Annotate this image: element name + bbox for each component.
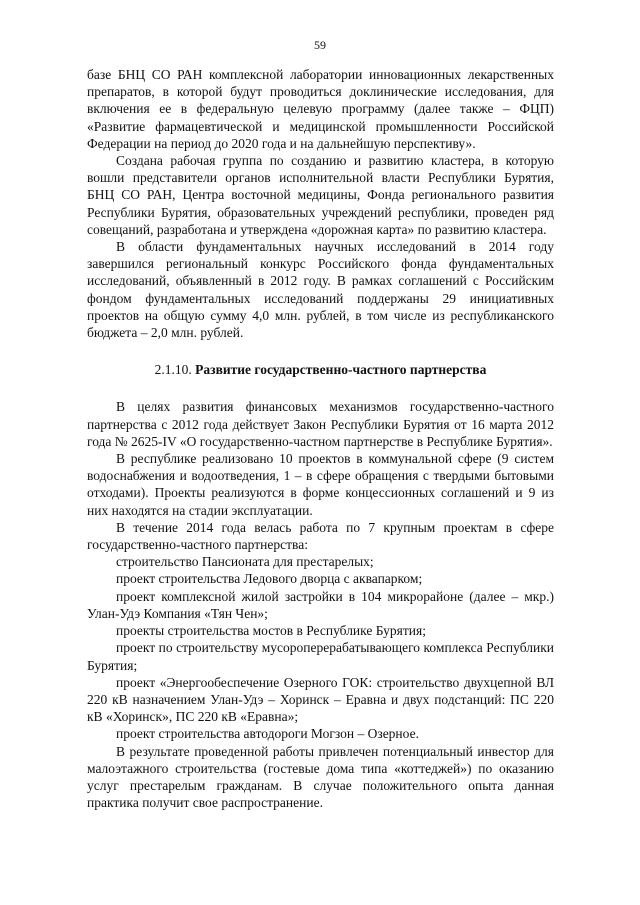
paragraph: базе БНЦ СО РАН комплексной лаборатории инновационных лекарственных препаратов, в которой будут проводиться доклинические исследования, для включения ее в федеральную целевую программу (далее также – ФЦП) «Развитие фармацевтической и медицинской промышленности Российской Федерации на период до 2020 года и на дальнейшую перспективу». [87, 67, 554, 151]
paragraph: В течение 2014 года велась работа по 7 крупным проектам в сфере государственно-частного партнерства: [87, 519, 554, 553]
section-heading [87, 361, 554, 378]
paragraph: В результате проведенной работы привлечен потенциальный инвестор для малоэтажного строительства (гостевые дома типа «коттеджей») по оказанию услуг престарелым гражданам. В случае положительного опыта данная практика получит свое распространение. [87, 743, 554, 811]
list-item: строительство Пансионата для престарелых; [116, 554, 374, 570]
list-item: проект «Энергообеспечение Озерного ГОК: строительство двухцепной ВЛ 220 кВ назначением Улан-Удэ – Хоринск – Еравна и двух подстанций: ПС 220 кВ «Хоринск», ПС 220 кВ «Еравна»; [87, 674, 554, 725]
list-item: проект строительства Ледового дворца с аквапарком; [116, 571, 423, 587]
section-number: 2.1.10. [154, 362, 192, 378]
section-title: Развитие государственно-частного партнерства [195, 362, 487, 378]
paragraph: Создана рабочая группа по созданию и развитию кластера, в которую вошли представители органов исполнительной власти Республики Бурятия, БНЦ СО РАН, Центра восточной медицины, Фонда регионального развития Республики Бурятия, образовательных учреждений республики, проведен ряд совещаний, разработана и утверждена «дорожная карта» по развитию кластера. [87, 153, 554, 237]
list-item: проект комплексной жилой застройки в 104 микрорайоне (далее – мкр.) Улан-Удэ Компания «Тян Чен»; [87, 588, 554, 621]
page-number: 59 [314, 38, 326, 52]
document-body [87, 66, 554, 811]
list-item: проект строительства автодороги Могзон – Озерное. [116, 726, 419, 742]
paragraph: В целях развития финансовых механизмов государственно-частного партнерства с 2012 года действует Закон Республики Бурятия от 16 марта 2012 года № 2625-IV «О государственно-частном партнерстве в Республике Бурятия». [87, 399, 554, 449]
list-item: проект по строительству мусороперерабатывающего комплекса Республики Бурятия; [87, 640, 554, 673]
paragraph: В республике реализовано 10 проектов в коммунальной сфере (9 систем водоснабжения и водоотведения, 1 – в сфере обращения с твердыми бытовыми отходами). Проекты реализуются в форме концессионных соглашений и 9 из них находятся на стадии эксплуатации. [87, 451, 554, 518]
list-item: проекты строительства мостов в Республике Бурятия; [116, 623, 426, 639]
paragraph: В области фундаментальных научных исследований в 2014 году завершился региональный конкурс Российского фонда фундаментальных исследований, объявленный в 2012 году. В рамках соглашений с Российским фондом фундаментальных исследований поддержаны 29 инициативных проектов на общую сумму 4,0 млн. рублей, в том числе из республиканского бюджета – 2,0 млн. рублей. [87, 239, 554, 341]
